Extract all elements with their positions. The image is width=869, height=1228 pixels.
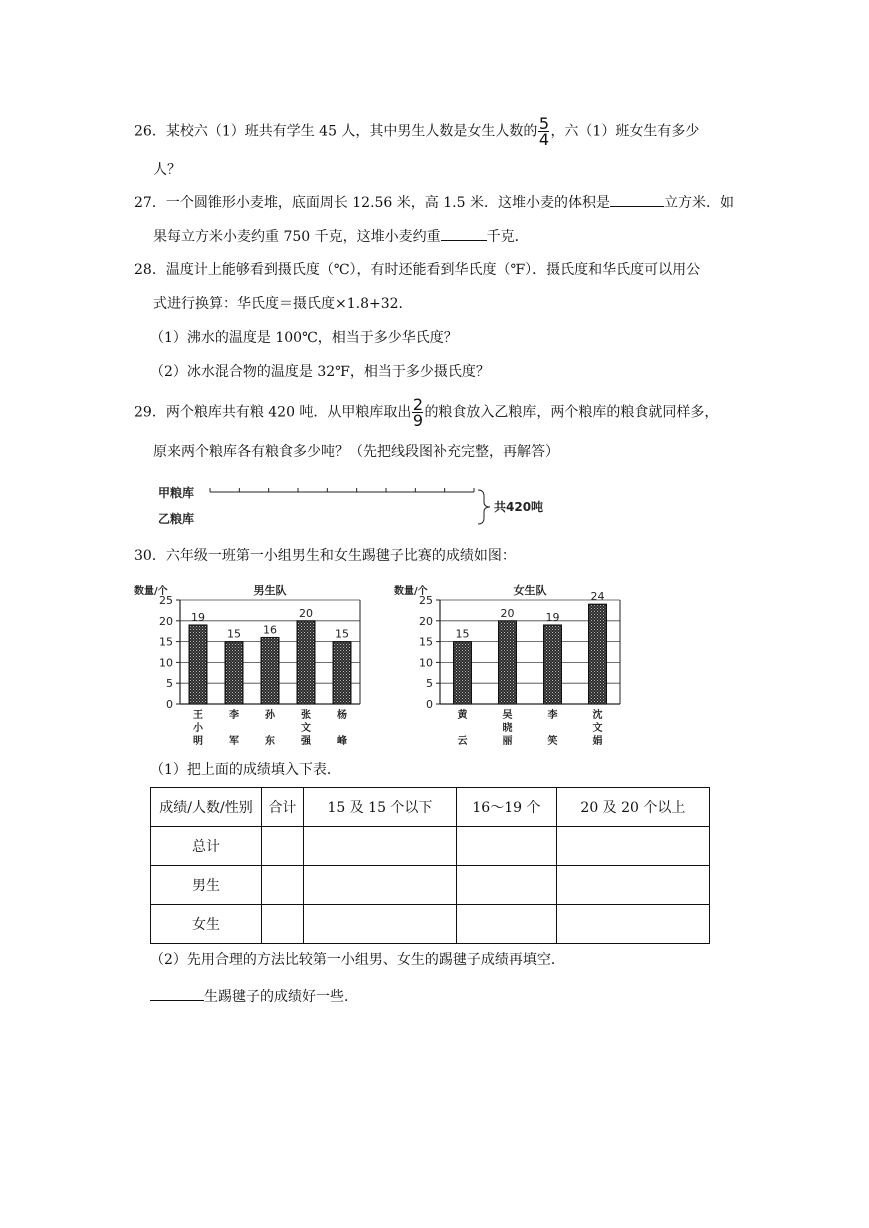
table-cell-input[interactable]: [262, 827, 304, 866]
bar: [544, 625, 562, 704]
table-row-label: 总计: [151, 827, 262, 866]
q28-sub2: （2）冰水混合物的温度是 32℉，相当于多少摄氏度？: [150, 364, 490, 380]
q27-text-1b: 立方米．如: [663, 195, 734, 211]
q30-intro: 30．六年级一班第一小组男生和女生踢毽子比赛的成绩如图：: [134, 548, 516, 564]
x-category-label: 王小明: [193, 710, 203, 747]
x-category-label: 李笑: [547, 710, 558, 747]
table-row: [151, 866, 710, 905]
y-tick-label: 10: [419, 656, 433, 670]
q29-text-1b: 的粮食放入乙粮库，两个粮库的粮食就同样多，: [424, 404, 719, 421]
table-cell-input[interactable]: [262, 866, 304, 905]
diagram-total: 共420吨: [494, 500, 544, 514]
bar-value-label: 24: [590, 590, 605, 604]
bar-value-label: 20: [299, 606, 313, 620]
bar: [333, 642, 351, 704]
q27-line1: [134, 192, 734, 213]
x-category-label: 沈文娟: [592, 710, 603, 747]
bar: [225, 642, 243, 704]
table-header-row: [151, 788, 710, 827]
q26-line1: [134, 116, 699, 147]
q27-line2: [153, 226, 529, 247]
table-cell-input[interactable]: [457, 866, 557, 905]
bar: [297, 621, 315, 704]
q29-line1: [134, 397, 718, 428]
bar: [189, 625, 207, 704]
y-tick-label: 15: [419, 635, 433, 649]
q26-text-after: ，六（1）班女生有多少: [550, 123, 700, 140]
chart-ylabel: 数量/个: [394, 586, 428, 597]
x-category-label: 张文强: [301, 710, 311, 747]
table-header-cell: 合计: [262, 788, 304, 827]
bar-value-label: 15: [455, 627, 470, 641]
q27-blank-weight[interactable]: [441, 226, 487, 241]
bar-value-label: 20: [500, 606, 515, 620]
q28-line1: 28．温度计上能够看到摄氏度（℃），有时还能看到华氏度（℉）．摄氏度和华氏度可以用公: [134, 262, 701, 278]
bar-value-label: 15: [335, 627, 349, 641]
bar: [261, 637, 279, 704]
q28-line2: 式进行换算：华氏度＝摄氏度×1.8+32．: [153, 296, 413, 312]
table-row: [151, 827, 710, 866]
girls-bar-chart: [390, 578, 630, 758]
boys-bar-chart: [130, 578, 370, 758]
q29-frac-num: 2: [412, 395, 424, 414]
y-tick-label: 20: [159, 614, 173, 628]
table-row-label: 女生: [151, 905, 262, 944]
table-cell-input[interactable]: [303, 827, 456, 866]
q30-answer-text: 生踢毽子的成绩好一些．: [204, 989, 358, 1005]
y-tick-label: 25: [419, 594, 433, 607]
table-header-cell: 20 及 20 个以上: [556, 788, 709, 827]
bar-value-label: 16: [263, 623, 277, 637]
table-cell-input[interactable]: [556, 905, 709, 944]
diagram-label-b: 乙粮库: [158, 512, 195, 526]
q26-frac-num: 5: [538, 114, 550, 133]
bar: [499, 621, 517, 704]
x-category-label: 李军: [229, 710, 239, 747]
chart-title: 女生队: [513, 584, 547, 597]
table-cell-input[interactable]: [303, 866, 456, 905]
y-tick-label: 0: [166, 698, 173, 711]
q29-line2: 原来两个粮库各有粮食多少吨？（先把线段图补充完整，再解答）: [153, 444, 559, 460]
table-row-label: 男生: [151, 866, 262, 905]
table-cell-input[interactable]: [262, 905, 304, 944]
q26-frac-den: 4: [538, 130, 550, 149]
q27-text-2a: 果每立方米小麦约重 750 千克，这堆小麦约重: [153, 229, 441, 245]
y-tick-label: 5: [166, 677, 173, 691]
bar-value-label: 19: [545, 610, 560, 624]
table-cell-input[interactable]: [556, 827, 709, 866]
table-row: [151, 905, 710, 944]
y-tick-label: 5: [426, 677, 433, 691]
y-tick-label: 10: [159, 656, 173, 670]
q29-fraction: [412, 397, 423, 428]
q30-sub1: （1）把上面的成绩填入下表．: [150, 762, 341, 778]
diagram-brace: [478, 490, 490, 524]
q28-sub1: （1）沸水的温度是 100℃，相当于多少华氏度？: [150, 330, 458, 346]
q30-sub2: （2）先用合理的方法比较第一小组男、女生的踢毽子成绩再填空．: [150, 952, 565, 968]
y-tick-label: 25: [159, 594, 173, 607]
table-header-cell: 16～19 个: [457, 788, 557, 827]
q27-text-2b: 千克．: [486, 229, 529, 245]
y-tick-label: 0: [426, 698, 433, 711]
diagram-ticks: [210, 488, 474, 492]
q29-text-1a: 29．两个粮库共有粮 420 吨．从甲粮库取出: [134, 404, 412, 421]
q30-blank-gender[interactable]: [150, 986, 204, 1001]
y-tick-label: 15: [159, 635, 173, 649]
q29-segment-diagram: [150, 482, 550, 532]
table-header-cell: 成绩/人数/性别: [151, 788, 262, 827]
bar: [589, 604, 607, 704]
q30-answer-line: [150, 986, 358, 1007]
table-cell-input[interactable]: [303, 905, 456, 944]
q27-text-1a: 27．一个圆锥形小麦堆，底面周长 12.56 米，高 1.5 米．这堆小麦的体积是: [134, 195, 610, 211]
x-category-label: 黄云: [457, 710, 468, 747]
q27-blank-volume[interactable]: [610, 192, 664, 207]
score-table: [150, 787, 710, 944]
q29-frac-den: 9: [412, 411, 424, 430]
bar-value-label: 15: [227, 627, 241, 641]
y-tick-label: 20: [419, 614, 433, 628]
table-header-cell: 15 及 15 个以下: [303, 788, 456, 827]
x-category-label: 吴晓丽: [502, 710, 513, 747]
chart-ylabel: 数量/个: [134, 586, 168, 597]
table-cell-input[interactable]: [457, 905, 557, 944]
table-cell-input[interactable]: [457, 827, 557, 866]
q26-text-before: 26．某校六（1）班共有学生 45 人，其中男生人数是女生人数的: [134, 123, 538, 140]
diagram-label-a: 甲粮库: [158, 486, 195, 500]
q26-fraction: [538, 116, 549, 147]
table-cell-input[interactable]: [556, 866, 709, 905]
bar-value-label: 19: [191, 610, 205, 624]
chart-title: 男生队: [253, 584, 287, 597]
x-category-label: 孙东: [265, 710, 275, 747]
x-category-label: 杨峰: [337, 710, 347, 747]
bar: [454, 642, 472, 704]
q26-line2: 人？: [153, 162, 181, 178]
